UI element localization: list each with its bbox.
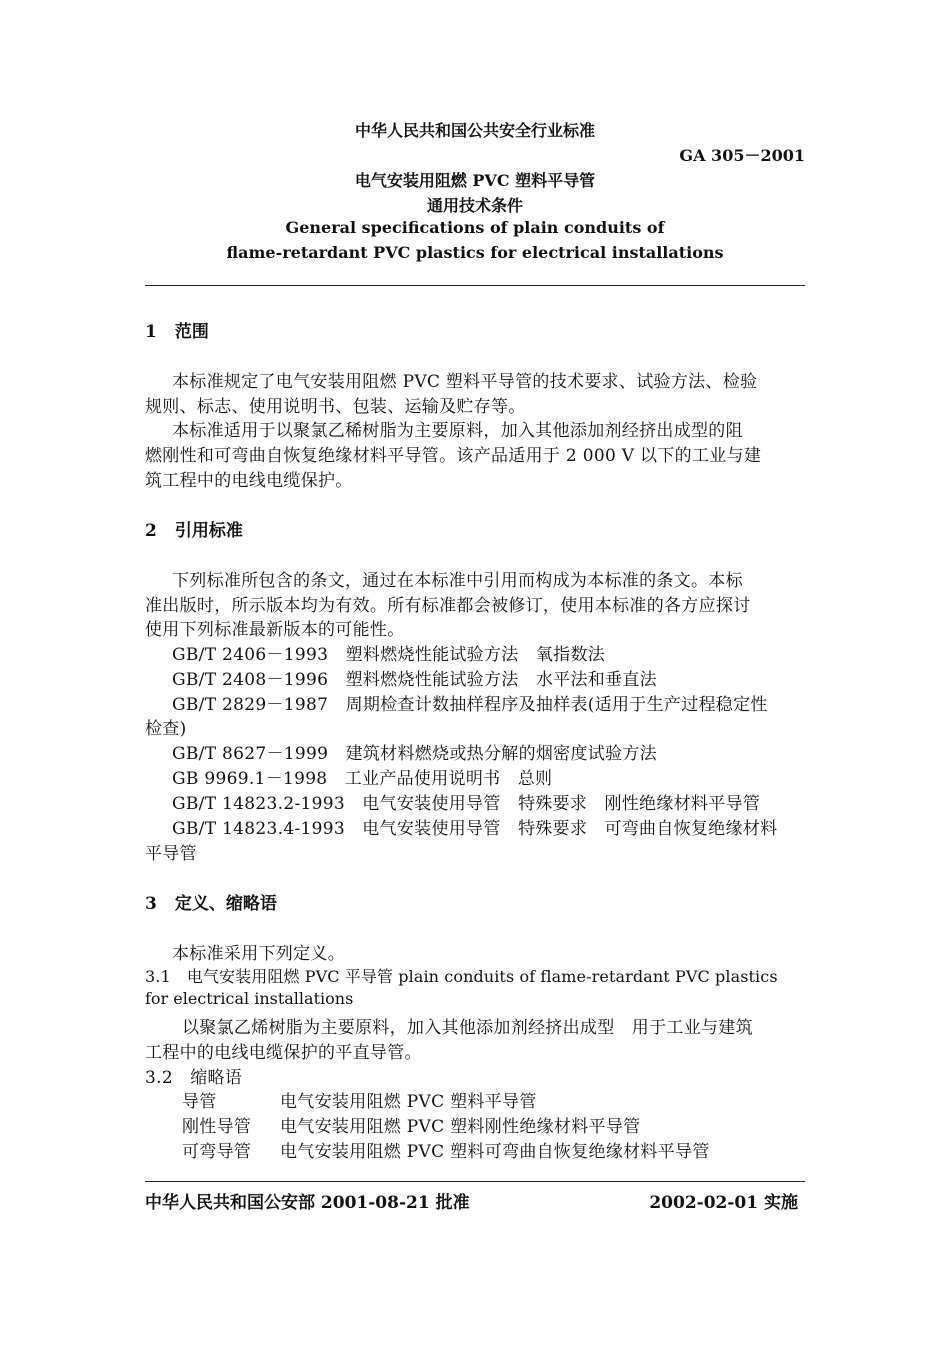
abbreviation-term: 导管 bbox=[182, 1092, 217, 1112]
section-2-p1-line-1: 下列标准所包含的条文，通过在本标准中引用而构成为本标准的条文。本标 bbox=[172, 571, 743, 591]
standard-code: GA 305－2001 bbox=[679, 146, 805, 165]
section-1-p1-line-1: 本标准规定了电气安装用阻燃 PVC 塑料平导管的技术要求、试验方法、检验 bbox=[172, 372, 758, 392]
section-2-p1-line-2: 准出版时，所示版本均为有效。所有标准都会被修订，使用本标准的各方应探讨 bbox=[145, 596, 751, 616]
industry-standard-title: 中华人民共和国公共安全行业标准 bbox=[354, 121, 595, 140]
title-cn-line-1: 电气安装用阻燃 PVC 塑料平导管 bbox=[354, 171, 596, 190]
abbreviation-row bbox=[182, 1137, 710, 1162]
abbreviation-row bbox=[182, 1112, 640, 1137]
section-3-number: 3 bbox=[145, 894, 157, 914]
abbreviation-row bbox=[182, 1087, 537, 1112]
reference-gbt2408: GB/T 2408－1996 塑料燃烧性能试验方法 水平法和垂直法 bbox=[172, 670, 657, 690]
reference-gbt2406: GB/T 2406－1993 塑料燃烧性能试验方法 氧指数法 bbox=[172, 645, 606, 665]
title-cn-line-2: 通用技术条件 bbox=[426, 196, 523, 215]
footer-divider bbox=[145, 1181, 805, 1182]
abbreviation-definition: 电气安装用阻燃 PVC 塑料刚性绝缘材料平导管 bbox=[280, 1117, 641, 1137]
title-en-line-1: General specifications of plain conduits of bbox=[285, 218, 665, 237]
reference-gbt8627: GB/T 8627－1999 建筑材料燃烧或热分解的烟密度试验方法 bbox=[172, 744, 657, 764]
section-2-title: 引用标准 bbox=[174, 521, 243, 541]
reference-gb9969: GB 9969.1－1998 工业产品使用说明书 总则 bbox=[172, 769, 553, 789]
definition-3-1-text-line-1: 以聚氯乙烯树脂为主要原料，加入其他添加剂经挤出成型 用于工业与建筑 bbox=[182, 1018, 753, 1038]
section-1-title: 范围 bbox=[174, 322, 209, 342]
section-1-heading bbox=[145, 317, 209, 342]
definition-3-1-line-1: 3.1 电气安装用阻燃 PVC 平导管 plain conduits of flame-retardant PVC plastics bbox=[145, 967, 778, 986]
section-3-heading bbox=[145, 889, 277, 914]
section-3-intro: 本标准采用下列定义。 bbox=[172, 944, 345, 964]
section-3-title: 定义、缩略语 bbox=[174, 894, 277, 914]
header-divider bbox=[145, 285, 805, 286]
effective-date: 2002-02-01 实施 bbox=[649, 1193, 798, 1213]
section-2-number: 2 bbox=[145, 521, 157, 541]
section-1-number: 1 bbox=[145, 322, 157, 342]
section-1-p2-line-1: 本标准适用于以聚氯乙稀树脂为主要原料，加入其他添加剂经挤出成型的阻 bbox=[172, 421, 743, 441]
reference-gbt2829-line-1: GB/T 2829－1987 周期检查计数抽样程序及抽样表(适用于生产过程稳定性 bbox=[172, 695, 768, 715]
approval-line: 中华人民共和国公安部 2001-08-21 批准 bbox=[145, 1193, 470, 1213]
section-2-heading bbox=[145, 516, 243, 541]
section-1-p2-line-3: 筑工程中的电线电缆保护。 bbox=[145, 471, 353, 491]
definition-3-1-line-2: for electrical installations bbox=[145, 989, 354, 1008]
section-1-p1-line-2: 规则、标志、使用说明书、包装、运输及贮存等。 bbox=[145, 397, 526, 417]
reference-gbt14823-4-line-1: GB/T 14823.4-1993 电气安装使用导管 特殊要求 可弯曲自恢复绝缘材料 bbox=[172, 819, 778, 839]
section-2-p1-line-3: 使用下列标准最新版本的可能性。 bbox=[145, 620, 405, 640]
abbreviation-term: 刚性导管 bbox=[182, 1117, 252, 1137]
abbreviation-term: 可弯导管 bbox=[182, 1142, 252, 1162]
section-1-p2-line-2: 燃刚性和可弯曲自恢复绝缘材料平导管。该产品适用于 2 000 V 以下的工业与建 bbox=[145, 446, 762, 466]
reference-gbt14823-2: GB/T 14823.2-1993 电气安装使用导管 特殊要求 刚性绝缘材料平导管 bbox=[172, 794, 761, 814]
subsection-3-2-heading: 3.2 缩略语 bbox=[145, 1068, 243, 1088]
abbreviation-definition: 电气安装用阻燃 PVC 塑料可弯曲自恢复绝缘材料平导管 bbox=[280, 1142, 710, 1162]
reference-gbt14823-4-line-2: 平导管 bbox=[145, 844, 197, 864]
definition-3-1-text-line-2: 工程中的电线电缆保护的平直导管。 bbox=[145, 1043, 422, 1063]
reference-gbt2829-line-2: 检查) bbox=[145, 719, 187, 739]
title-en-line-2: flame-retardant PVC plastics for electrical installations bbox=[226, 243, 724, 262]
abbreviation-definition: 电气安装用阻燃 PVC 塑料平导管 bbox=[280, 1092, 537, 1112]
